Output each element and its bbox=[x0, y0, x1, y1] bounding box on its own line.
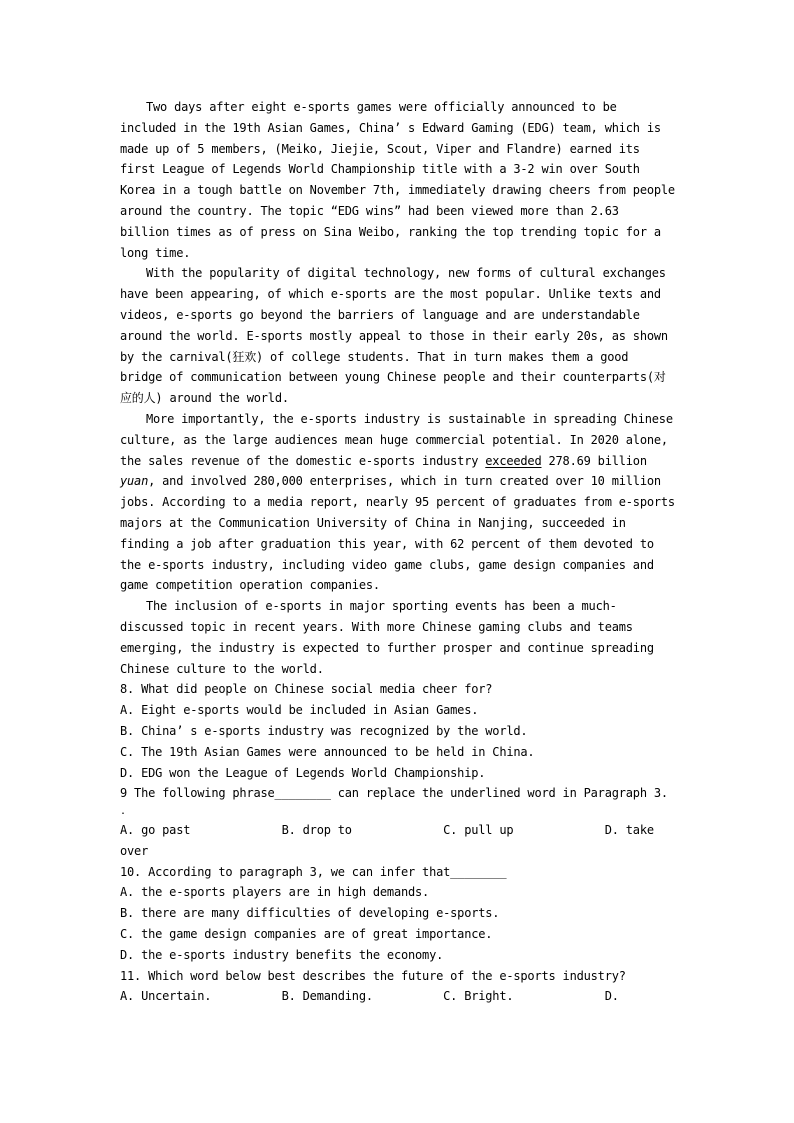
text-line bbox=[120, 97, 706, 118]
stray-mark bbox=[120, 804, 706, 820]
text-line bbox=[120, 326, 706, 347]
text-line bbox=[120, 575, 706, 596]
text-segment: D. EDG won the League of Legends World Championship. bbox=[120, 765, 486, 780]
italic-word: yuan bbox=[120, 474, 149, 489]
text-segment: , and involved 280,000 enterprises, which in turn created over 10 million bbox=[148, 474, 661, 489]
text-segment: emerging, the industry is expected to further prosper and continue spreading bbox=[120, 640, 654, 655]
question-11 bbox=[120, 966, 706, 1008]
text-segment: Two days after eight e-sports games were officially announced to be bbox=[146, 100, 617, 114]
text-segment: around the world. E-sports mostly appeal to those in their early 20s, as shown bbox=[120, 328, 668, 343]
text-segment: The inclusion of e-sports in major sporting events has been a much- bbox=[146, 599, 617, 614]
text-segment: billion times as of press on Sina Weibo, ranking the top trending topic for a bbox=[120, 224, 661, 239]
text-line bbox=[120, 201, 706, 222]
text-line bbox=[120, 430, 706, 451]
text-line bbox=[120, 903, 706, 924]
text-segment: first League of Legends World Championship title with a 3-2 win over South bbox=[120, 162, 640, 177]
text-segment: A. the e-sports players are in high demands. bbox=[120, 885, 430, 900]
paragraph-2 bbox=[120, 263, 706, 409]
text-line bbox=[120, 222, 706, 243]
paragraph-4 bbox=[120, 596, 706, 679]
text-segment: 11. Which word below best describes the future of the e-sports industry? bbox=[120, 968, 626, 983]
text-segment: majors at the Communication University of China in Nanjing, succeeded in bbox=[120, 515, 626, 530]
text-segment: B. there are many difficulties of developing e-sports. bbox=[120, 906, 500, 921]
text-line bbox=[120, 763, 706, 784]
text-segment: C. The 19th Asian Games were announced to be held in China. bbox=[120, 744, 535, 759]
text-segment: culture, as the large audiences mean huge commercial potential. In 2020 alone, bbox=[120, 432, 668, 447]
text-segment: finding a job after graduation this year, with 62 percent of them devoted to bbox=[120, 536, 654, 551]
text-segment: made up of 5 members, (Meiko, Jiejie, Scout, Viper and Flandre) earned its bbox=[120, 141, 640, 156]
text-line bbox=[120, 471, 706, 492]
text-segment: 9 The following phrase________ can replace the underlined word in Paragraph 3. bbox=[120, 786, 668, 801]
text-line bbox=[120, 347, 706, 368]
underlined-word: exceeded bbox=[485, 453, 542, 468]
text-segment: A. go past B. drop to C. pull up D. take bbox=[120, 823, 654, 838]
text-line bbox=[120, 263, 706, 284]
text-segment: 应的人) around the world. bbox=[120, 391, 289, 406]
text-segment: have been appearing, of which e-sports are the most popular. Unlike texts and bbox=[120, 287, 661, 302]
text-line bbox=[120, 513, 706, 534]
question-8 bbox=[120, 679, 706, 783]
paragraph-1 bbox=[120, 97, 706, 263]
text-segment: long time. bbox=[120, 245, 191, 260]
text-segment: around the country. The topic “EDG wins” had been viewed more than 2.63 bbox=[120, 203, 619, 218]
text-line bbox=[120, 388, 706, 409]
text-line bbox=[120, 945, 706, 966]
text-segment: 8. What did people on Chinese social media cheer for? bbox=[120, 682, 493, 697]
text-segment: . bbox=[120, 806, 126, 818]
text-line bbox=[120, 986, 706, 1007]
text-line bbox=[120, 841, 706, 862]
paragraph-3 bbox=[120, 409, 706, 596]
text-segment: included in the 19th Asian Games, China’ s Edward Gaming (EDG) team, which is bbox=[120, 120, 661, 135]
text-segment: Chinese culture to the world. bbox=[120, 661, 324, 676]
text-line bbox=[120, 534, 706, 555]
text-segment: over bbox=[120, 843, 149, 858]
text-line bbox=[120, 409, 706, 430]
text-line bbox=[120, 118, 706, 139]
question-9 bbox=[120, 783, 706, 861]
text-segment: jobs. According to a media report, nearly 95 percent of graduates from e-sports bbox=[120, 495, 675, 510]
text-line bbox=[120, 555, 706, 576]
document-body bbox=[120, 97, 706, 1007]
text-segment: B. China’ s e-sports industry was recognized by the world. bbox=[120, 723, 528, 738]
text-line bbox=[120, 284, 706, 305]
text-line bbox=[120, 243, 706, 264]
text-segment: C. the game design companies are of great importance. bbox=[120, 927, 493, 942]
text-line bbox=[120, 966, 706, 987]
text-line bbox=[120, 700, 706, 721]
question-10 bbox=[120, 862, 706, 966]
text-segment: by the carnival(狂欢) of college students. That in turn makes them a good bbox=[120, 349, 629, 364]
text-segment: 10. According to paragraph 3, we can infer that________ bbox=[120, 864, 507, 879]
text-line bbox=[120, 139, 706, 160]
text-line bbox=[120, 820, 706, 841]
text-segment: More importantly, the e-sports industry is sustainable in spreading Chinese bbox=[146, 411, 673, 426]
text-line bbox=[120, 180, 706, 201]
text-line bbox=[120, 862, 706, 883]
text-line bbox=[120, 924, 706, 945]
text-segment: With the popularity of digital technology, new forms of cultural exchanges bbox=[146, 266, 666, 281]
text-line bbox=[120, 159, 706, 180]
text-line bbox=[120, 721, 706, 742]
text-line bbox=[120, 596, 706, 617]
text-line bbox=[120, 742, 706, 763]
text-segment: A. Eight e-sports would be included in Asian Games. bbox=[120, 703, 479, 718]
text-line bbox=[120, 882, 706, 903]
text-segment: game competition operation companies. bbox=[120, 578, 380, 593]
text-line bbox=[120, 638, 706, 659]
text-line bbox=[120, 679, 706, 700]
text-line bbox=[120, 659, 706, 680]
text-segment: the sales revenue of the domestic e-sports industry bbox=[120, 453, 486, 468]
text-line bbox=[120, 617, 706, 638]
text-line bbox=[120, 367, 706, 388]
text-line bbox=[120, 492, 706, 513]
text-segment: discussed topic in recent years. With more Chinese gaming clubs and teams bbox=[120, 619, 633, 634]
text-segment: the e-sports industry, including video game clubs, game design companies and bbox=[120, 557, 654, 572]
text-line bbox=[120, 451, 706, 472]
text-segment: 278.69 billion bbox=[541, 453, 647, 468]
text-segment: A. Uncertain. B. Demanding. C. Bright. D. bbox=[120, 989, 619, 1004]
text-segment: D. the e-sports industry benefits the economy. bbox=[120, 947, 444, 962]
text-segment: bridge of communication between young Chinese people and their counterparts(对 bbox=[120, 370, 666, 385]
text-line bbox=[120, 783, 706, 804]
text-segment: Korea in a tough battle on November 7th, immediately drawing cheers from people bbox=[120, 183, 675, 198]
text-line bbox=[120, 305, 706, 326]
text-segment: videos, e-sports go beyond the barriers of language and are understandable bbox=[120, 307, 640, 322]
